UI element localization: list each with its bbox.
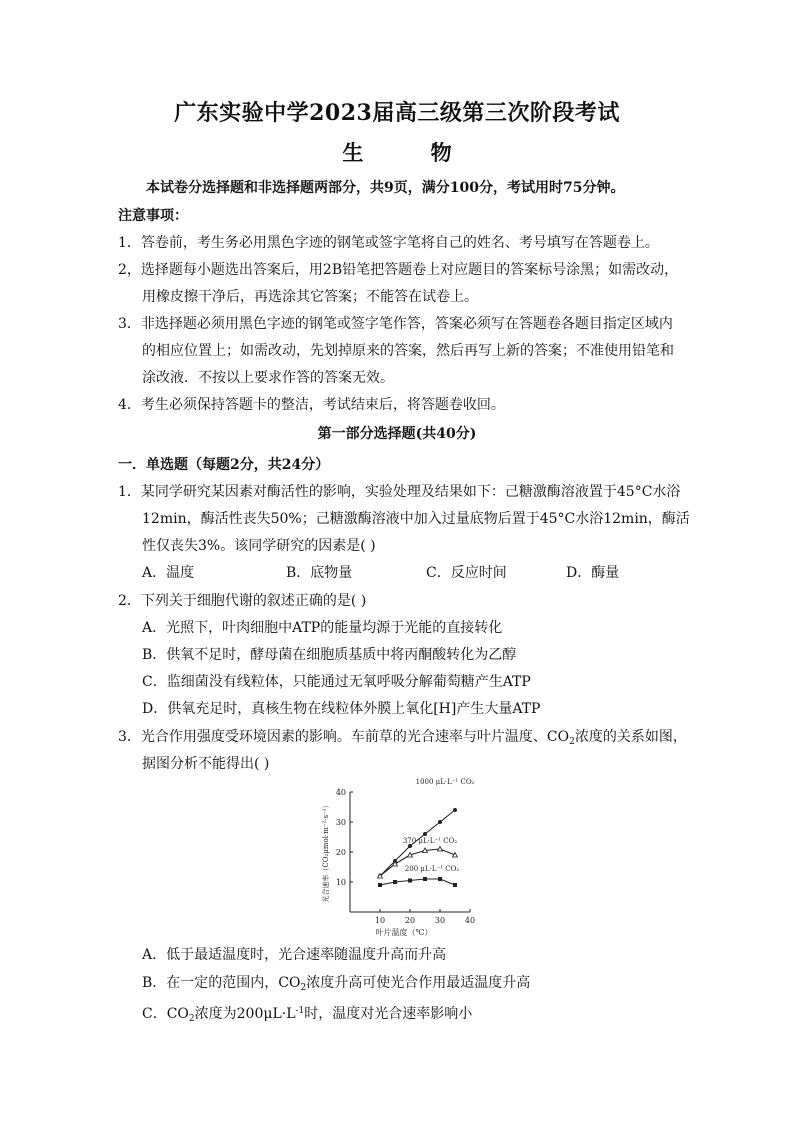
photosynthesis-chart <box>300 778 500 938</box>
series-label: 200 μL·L⁻¹ CO₂ <box>404 865 460 873</box>
x-axis-label: 叶片温度（℃） <box>375 928 433 937</box>
q3-stem-text: 3．光合作用强度受环境因素的影响。车前草的光合速率与叶片温度、CO <box>118 729 570 745</box>
x-tick-label: 20 <box>404 916 416 925</box>
data-point <box>393 880 397 884</box>
q2-option-c: C．监细菌没有线粒体，只能通过无氧呼吸分解葡萄糖产生ATP <box>142 674 531 690</box>
y-axis-label: 光合速率（CO₂μmol·m⁻²·s⁻¹） <box>322 801 330 903</box>
q3-option-b <box>142 973 530 998</box>
q3-stem-line2: 据图分析不能得出( ) <box>142 756 270 772</box>
note-3-line1: 3．非选择题必须用黑色字迹的钢笔或签字笔作答，答案必须写在答题卷各题目指定区域内 <box>118 316 673 332</box>
series-label: 370 μL·L⁻¹ CO₂ <box>402 837 458 845</box>
q2-option-b: B．供氧不足时，酵母菌在细胞质基质中将丙酮酸转化为乙醇 <box>142 647 517 663</box>
q3-option-c-text: C．CO <box>142 1006 189 1022</box>
part1-heading: 第一部分选择题(共40分) <box>317 426 477 442</box>
exam-intro: 本试卷分选择题和非选择题两部分，共9页，满分100分，考试用时75分钟。 <box>146 180 625 196</box>
q3-option-c-superscript: -1 <box>295 1006 305 1016</box>
data-point <box>453 883 457 887</box>
q1-option-d: D．酶量 <box>566 565 620 581</box>
data-point <box>378 883 382 887</box>
q1-option-a: A．温度 <box>142 565 195 581</box>
q1-option-c: C．反应时间 <box>426 565 507 581</box>
subject-title: 生 物 <box>342 140 482 165</box>
note-3-line3: 涂改液．不按以上要求作答的答案无效。 <box>142 370 394 386</box>
note-3-line2: 的相应位置上；如需改动，先划掉原来的答案，然后再写上新的答案；不准使用铅笔和 <box>142 343 674 359</box>
q3-stem-subscript: 2 <box>569 737 575 747</box>
q3-option-c-text-end: 时，温度对光合速率影响小 <box>304 1006 473 1022</box>
y-tick-label: 20 <box>335 848 346 857</box>
q1-option-b: B．底物量 <box>286 565 353 581</box>
notes-heading: 注意事项： <box>118 208 188 224</box>
data-point <box>438 820 442 824</box>
exam-title: 广东实验中学2023届高三级第三次阶段考试 <box>174 100 620 126</box>
q2-option-a: A．光照下，叶肉细胞中ATP的能量均源于光能的直接转化 <box>142 620 503 636</box>
x-tick-label: 40 <box>464 916 476 925</box>
q1-options <box>142 563 662 583</box>
q3-option-c-subscript: 2 <box>188 1014 195 1024</box>
q3-stem-line1 <box>118 727 687 752</box>
q1-stem-line3: 性仅丧失3%。该同学研究的因素是( ) <box>142 538 376 554</box>
data-point <box>453 808 457 812</box>
q1-stem-line1: 1．某同学研究某因素对酶活性的影响，实验处理及结果如下：己糖激酶溶液置于45°C水浴 <box>118 484 681 500</box>
q3-stem-text-end: 浓度的关系如图， <box>574 729 687 745</box>
q1-stem-line2: 12min，酶活性丧失50%；己糖激酶溶液中加入过量底物后置于45°C水浴12min，酶活 <box>142 511 690 527</box>
q3-option-c-text-mid: 浓度为200μL·L <box>194 1006 296 1022</box>
y-tick-label: 10 <box>335 878 346 887</box>
data-point <box>408 879 412 883</box>
q2-stem: 2．下列关于细胞代谢的叙述正确的是( ) <box>118 593 367 609</box>
note-2-line2: 用橡皮擦干净后，再选涂其它答案；不能答在试卷上。 <box>142 289 478 305</box>
y-tick-label: 30 <box>335 818 346 827</box>
q3-option-c <box>142 1001 472 1029</box>
note-4: 4．考生必须保持答题卡的整洁，考试结束后，将答题卷收回。 <box>118 397 505 413</box>
q2-option-d: D．供氧充足时，真核生物在线粒体外膜上氧化[H]产生大量ATP <box>142 701 541 717</box>
series-label: 1000 μL·L⁻¹ CO₂ <box>415 778 475 786</box>
note-2-line1: 2，选择题每小题选出答案后，用2B铅笔把答题卷上对应题目的答案标号涂黑；如需改动， <box>118 262 679 278</box>
data-point <box>423 832 427 836</box>
q3-option-b-text-end: 浓度升高可使光合作用最适温度升高 <box>306 975 531 991</box>
q3-option-b-text: B．在一定的范围内，CO <box>142 975 301 991</box>
x-tick-label: 30 <box>434 916 446 925</box>
note-1: 1．答卷前，考生务必用黑色字迹的钢笔或签字笔将自己的姓名、考号填写在答题卷上。 <box>118 235 659 251</box>
data-point <box>423 877 427 881</box>
q3-option-a: A．低于最适温度时，光合速率随温度升高而升高 <box>142 947 447 963</box>
y-tick-label: 40 <box>335 788 346 797</box>
series-line <box>380 879 455 885</box>
section-heading: 一．单选题（每题2分，共24分） <box>118 457 330 473</box>
data-point <box>438 877 442 881</box>
x-tick-label: 10 <box>374 916 386 925</box>
q3-option-b-subscript: 2 <box>300 983 307 993</box>
